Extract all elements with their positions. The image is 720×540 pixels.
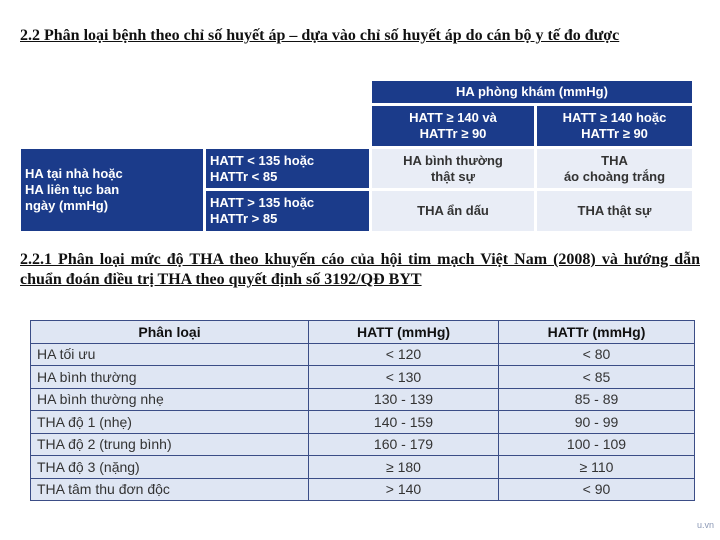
row1-criteria-line2: HATTr < 85 (210, 168, 278, 184)
table2-header-classification: Phân loại (31, 321, 309, 344)
table2-header-diastolic: HATTr (mmHg) (499, 321, 695, 344)
systolic-cell: 140 - 159 (309, 411, 499, 434)
row1-criteria-line1: HATT < 135 hoặc (210, 152, 315, 168)
row1-cell1-line2: thật sự (430, 168, 476, 184)
header-col1-line1: HATT ≥ 140 và (409, 109, 497, 125)
row2-criteria-line1: HATT > 135 hoặc (210, 195, 315, 211)
classification-cell: HA tối ưu (31, 343, 309, 366)
header-col2-line1: HATT ≥ 140 hoặc (562, 109, 667, 125)
table-row (31, 478, 695, 501)
classification-cell: THA độ 2 (trung bình) (31, 433, 309, 456)
diastolic-cell: ≥ 110 (499, 456, 695, 479)
table-row (31, 343, 695, 366)
table1-row1-cell1 (371, 147, 536, 190)
classification-cell: THA độ 3 (nặng) (31, 456, 309, 479)
corner-watermark-text: u.vn (696, 520, 714, 530)
systolic-cell: ≥ 180 (309, 456, 499, 479)
systolic-cell: > 140 (309, 478, 499, 501)
diastolic-cell: 90 - 99 (499, 411, 695, 434)
table2-header-row (31, 321, 695, 344)
table-row (31, 433, 695, 456)
row2-criteria-line2: HATTr > 85 (210, 211, 278, 227)
clinic-home-bp-table (18, 78, 695, 234)
row-label-line1: HA tại nhà hoặc (25, 165, 123, 181)
table1-blank-corner (20, 80, 371, 148)
systolic-cell: < 130 (309, 366, 499, 389)
systolic-cell: 160 - 179 (309, 433, 499, 456)
table2-header-systolic: HATT (mmHg) (309, 321, 499, 344)
systolic-cell: 130 - 139 (309, 388, 499, 411)
table1-row2-cell2: THA thật sự (536, 190, 694, 233)
table-row (31, 456, 695, 479)
table1-row1-cell2 (536, 147, 694, 190)
header-col1-line2: HATTr ≥ 90 (419, 125, 487, 141)
classification-cell: HA bình thường nhẹ (31, 388, 309, 411)
diastolic-cell: 100 - 109 (499, 433, 695, 456)
table1-row2-cell1: THA ẩn dấu (371, 190, 536, 233)
table-row (31, 366, 695, 389)
table1-row1-criteria (205, 147, 371, 190)
table1-row2-criteria (205, 190, 371, 233)
row-label-line3: ngày (mmHg) (25, 197, 109, 213)
diastolic-cell: < 85 (499, 366, 695, 389)
table1-header-col1 (371, 105, 536, 148)
row1-cell1-line1: HA bình thường (403, 152, 503, 168)
section-heading-2-2: 2.2 Phân loại bệnh theo chỉ số huyết áp – dựa vào chỉ số huyết áp do cán bộ y tế đo được (20, 27, 620, 44)
hypertension-grade-table (30, 320, 695, 501)
row1-cell2-line2: áo choàng trắng (563, 168, 666, 184)
section-heading-2-2-1: 2.2.1 Phân loại mức độ THA theo khuyến cáo của hội tim mạch Việt Nam (2008) và hướng dẫn chuẩn đoán điều trị THA theo quyết định số 3192/QĐ BYT (20, 251, 700, 288)
row1-cell2-line1: THA (601, 152, 628, 168)
diastolic-cell: < 80 (499, 343, 695, 366)
diastolic-cell: 85 - 89 (499, 388, 695, 411)
systolic-cell: < 120 (309, 343, 499, 366)
classification-cell: THA tâm thu đơn độc (31, 478, 309, 501)
table1-header-top: HA phòng khám (mmHg) (371, 80, 694, 105)
classification-cell: THA độ 1 (nhẹ) (31, 411, 309, 434)
table1-header-col2 (536, 105, 694, 148)
table-row (31, 388, 695, 411)
table1-row-label (20, 147, 205, 232)
diastolic-cell: < 90 (499, 478, 695, 501)
header-col2-line2: HATTr ≥ 90 (581, 125, 648, 141)
table-row (31, 411, 695, 434)
row-label-line2: HA liên tục ban (25, 181, 120, 197)
classification-cell: HA bình thường (31, 366, 309, 389)
